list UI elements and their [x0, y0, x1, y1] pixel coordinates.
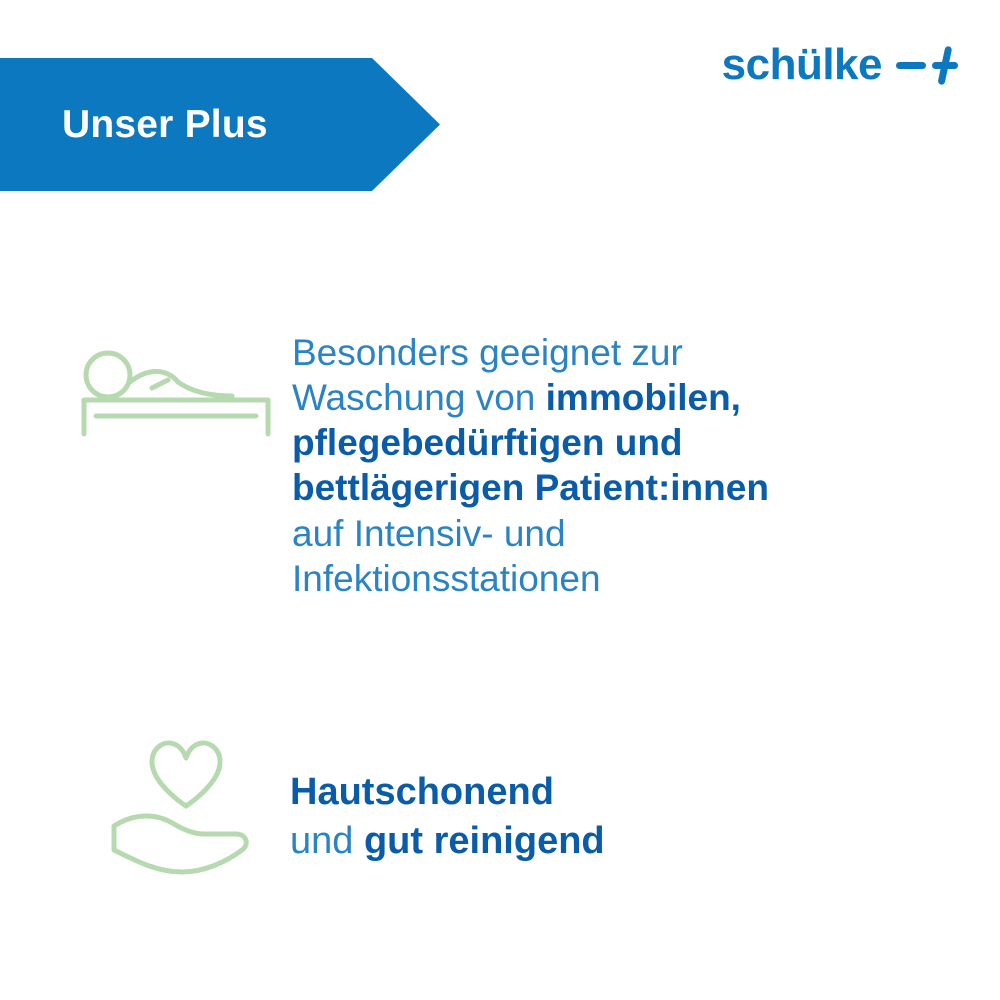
schulke-cross-mark — [896, 42, 958, 88]
patient-in-bed-icon — [72, 330, 282, 460]
banner-label: Unser Plus — [62, 102, 268, 146]
feature-line: Infektionsstationen — [292, 557, 601, 599]
banner — [0, 58, 440, 191]
feature-row-1 — [62, 330, 962, 601]
feature-icon-cell-1 — [62, 330, 292, 460]
feature-line: Waschung von immobilen, — [292, 377, 741, 419]
feature-line: bettlägerigen Patient:innen — [292, 467, 769, 509]
feature-line: pflegebedürftigen und — [292, 422, 683, 464]
heart-in-hand-icon — [100, 720, 280, 880]
feature-line: Hautschonend — [290, 771, 554, 813]
feature-line: auf Intensiv- und — [292, 512, 566, 554]
feature-row-2 — [90, 720, 970, 880]
brand-logo-text: schülke — [721, 40, 882, 89]
feature-text-1 — [292, 330, 962, 601]
brand-logo — [722, 42, 958, 88]
feature-icon-cell-2 — [90, 720, 290, 880]
feature-line: Besonders geeignet zur — [292, 332, 683, 373]
feature-text-2 — [290, 720, 970, 867]
feature-line: und gut reinigend — [290, 820, 605, 863]
